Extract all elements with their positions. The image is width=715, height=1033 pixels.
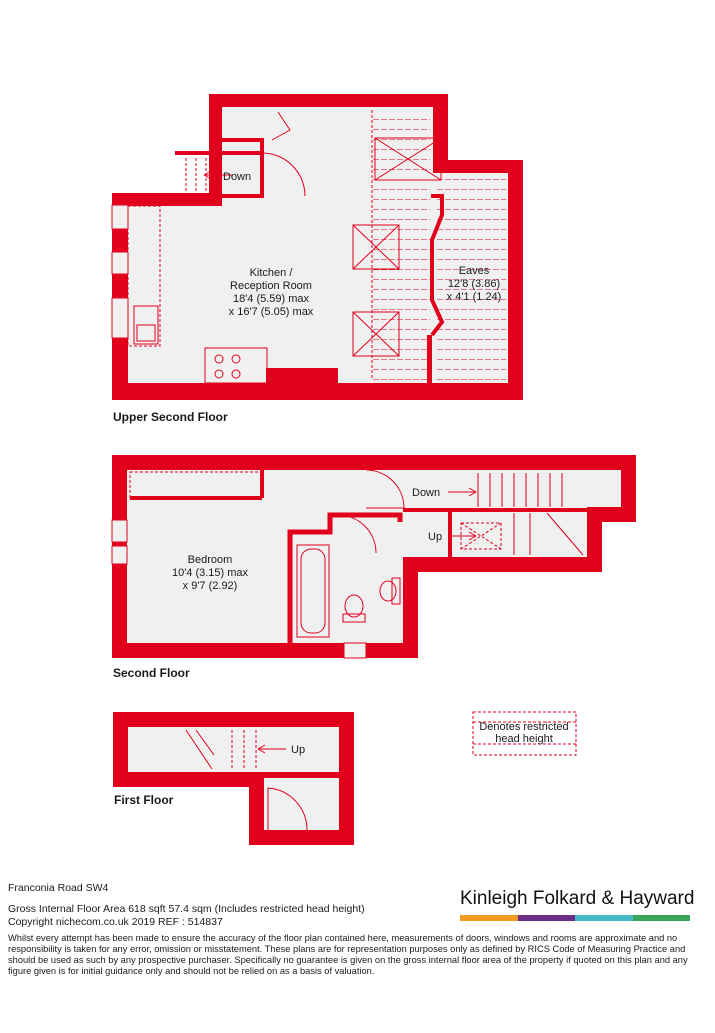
second-floor-label: Second Floor	[113, 666, 190, 680]
copyright: Copyright nichecom.co.uk 2019 REF : 514837	[8, 916, 223, 928]
first-floor	[113, 712, 354, 845]
bedroom-label-line-1: Bedroom	[187, 554, 233, 566]
upper-second-floor-label: Upper Second Floor	[113, 410, 228, 424]
brand-logo: Kinleigh Folkard & Hayward	[460, 888, 695, 909]
brand-bar-orange	[460, 915, 518, 921]
bedroom-label-line-2: 10'4 (3.15) max	[171, 567, 249, 579]
second-floor	[112, 455, 636, 680]
legend-line-1: Denotes restricted	[479, 721, 569, 733]
legend-line-2: head height	[495, 733, 553, 745]
stair-down-label: Down	[223, 171, 252, 183]
first-floor-partition	[264, 772, 339, 778]
stair-down-label: Down	[412, 487, 441, 499]
window	[112, 205, 128, 338]
eaves-label-line-2: 12'8 (3.86)	[447, 278, 501, 290]
first-floor-label: First Floor	[114, 793, 174, 807]
kitchen-label-line-2: Reception Room	[230, 280, 312, 292]
disclaimer: Whilst every attempt has been made to ensure the accuracy of the floor plan contained here, measurements of doors, windows and rooms are approximate and no responsibility is taken for any error, omission or misstatement. These plans are for representation purposes only as defined by RICS Code of Measuring Practice and should be used as such by any prospective purchaser. Specifically no guarantee is given on the gross internal floor area of the property if quoted on this plan and any figure given is for initial guidance only and should not be relied on as a basis of valuation.	[8, 933, 688, 976]
brand-bar-teal	[575, 915, 633, 921]
brand-color-bar	[460, 915, 690, 921]
stair-up-label: Up	[428, 531, 443, 543]
stair-up-label: Up	[291, 744, 306, 756]
floor-area: Gross Internal Floor Area 618 sqft 57.4 sqm (Includes restricted head height)	[8, 903, 365, 915]
brand-bar-green	[633, 915, 691, 921]
bedroom-window	[112, 546, 127, 564]
eaves-label-line-3: x 4'1 (1.24)	[446, 291, 502, 303]
restricted-head-height-legend	[473, 712, 576, 755]
kitchen-label-line-1: Kitchen /	[249, 267, 293, 279]
eaves-label-line-1: Eaves	[458, 265, 490, 277]
kitchen-label-line-4: x 16'7 (5.05) max	[228, 306, 314, 318]
bedroom-label-line-3: x 9'7 (2.92)	[182, 580, 238, 592]
bathroom-window	[344, 643, 366, 658]
bedroom-window	[112, 520, 127, 542]
brand-bar-purple	[518, 915, 576, 921]
address: Franconia Road SW4	[8, 882, 109, 894]
upper-second-floor	[112, 94, 523, 424]
kitchen-label-line-3: 18'4 (5.59) max	[232, 293, 310, 305]
